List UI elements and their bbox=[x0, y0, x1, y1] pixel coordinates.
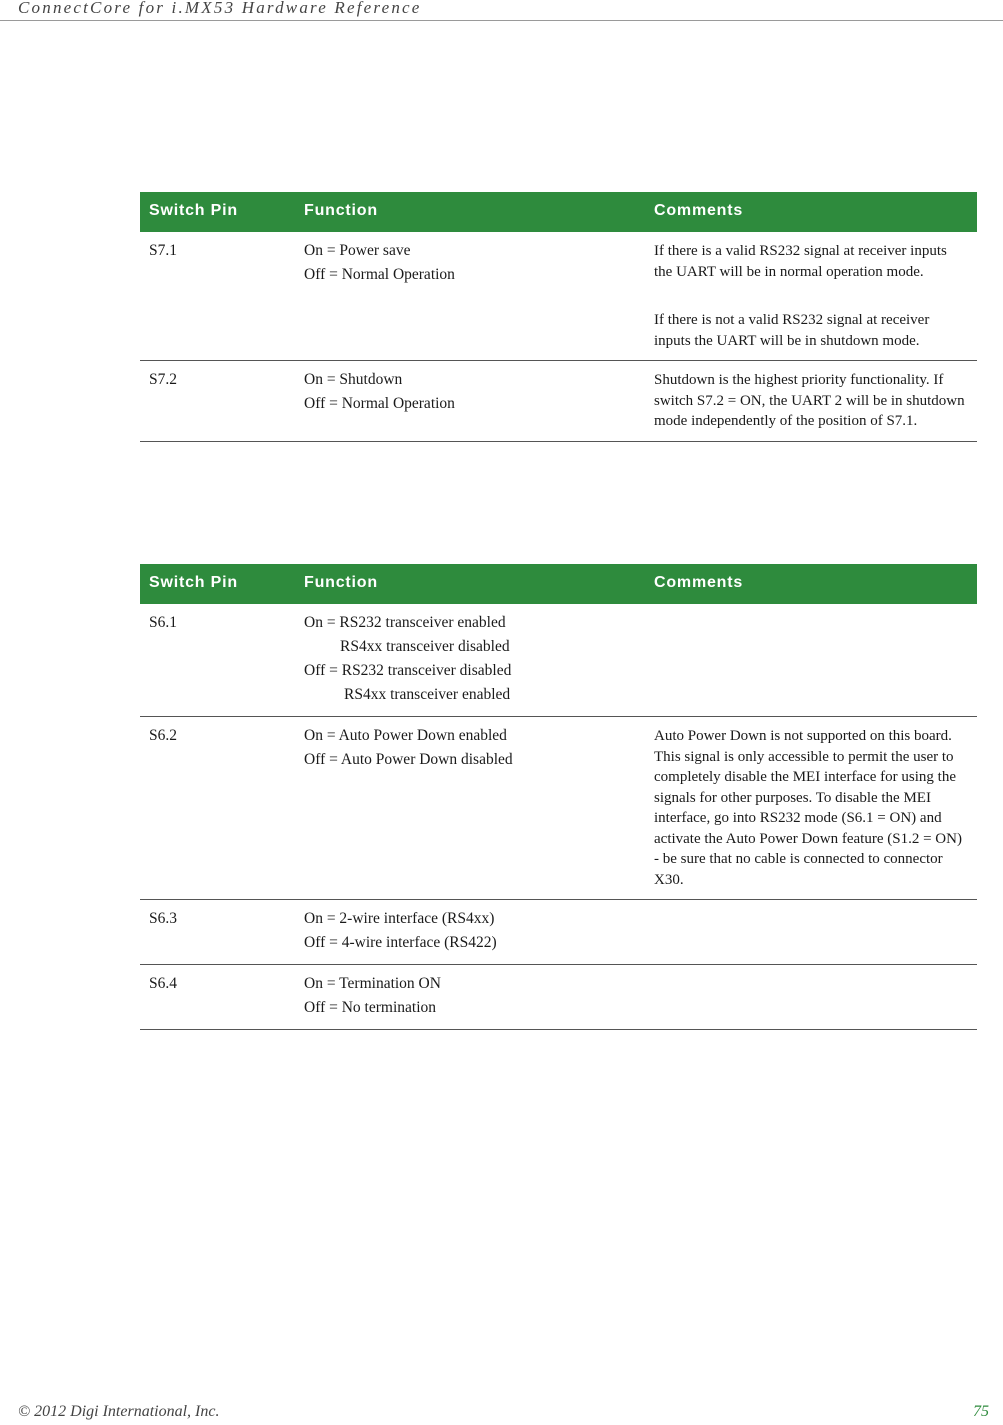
function-cell bbox=[295, 900, 645, 965]
function-cell bbox=[295, 361, 645, 442]
comments-cell bbox=[645, 965, 977, 1030]
page-header-title: ConnectCore for i.MX53 Hardware Reference bbox=[18, 0, 422, 17]
comment-paragraph: Auto Power Down is not supported on this board. This signal is only accessible to permit the user to completely disable the MEI interface for using the signals for other purposes. To disable the MEI interface, go into RS232 mode (S6.1 = ON) and activate the Auto Power Down feature (S1.2 = ON) - be sure that no cable is connected to connector X30. bbox=[654, 728, 962, 888]
comments-cell bbox=[645, 717, 977, 900]
function-line: Off = Normal Operation bbox=[304, 395, 455, 412]
function-line: On = Power save bbox=[304, 242, 411, 259]
switch-pin-cell: S6.2 bbox=[140, 717, 295, 900]
switch-pin-cell: S7.1 bbox=[140, 232, 295, 361]
column-header-comments: Comments bbox=[645, 564, 977, 604]
function-line: RS4xx transceiver enabled bbox=[344, 686, 511, 703]
table-row bbox=[140, 965, 977, 1030]
comments-cell bbox=[645, 232, 977, 361]
switch-s7-table bbox=[140, 192, 977, 442]
comment-paragraph: Shutdown is the highest priority functionality. If switch S7.2 = ON, the UART 2 will be in shutdown mode independently of the position of S7.1. bbox=[654, 372, 965, 429]
function-cell bbox=[295, 232, 645, 361]
comment-paragraph: If there is a valid RS232 signal at receiver inputs the UART will be in normal operation mode. bbox=[654, 243, 947, 280]
comments-cell bbox=[645, 604, 977, 717]
table-row bbox=[140, 361, 977, 442]
switch-pin-cell: S6.4 bbox=[140, 965, 295, 1030]
function-line: On = Termination ON bbox=[304, 975, 441, 992]
function-line: Off = RS232 transceiver disabled bbox=[304, 662, 512, 679]
table-row bbox=[140, 900, 977, 965]
function-line: RS4xx transceiver disabled bbox=[340, 638, 510, 655]
footer-page-number: 75 bbox=[973, 1403, 989, 1420]
function-line: Off = 4-wire interface (RS422) bbox=[304, 934, 497, 951]
function-line: On = 2-wire interface (RS4xx) bbox=[304, 910, 495, 927]
comments-cell bbox=[645, 361, 977, 442]
function-line: Off = Auto Power Down disabled bbox=[304, 751, 513, 768]
column-header-switch-pin: Switch Pin bbox=[140, 192, 295, 232]
switch-pin-cell: S6.1 bbox=[140, 604, 295, 717]
comments-cell bbox=[645, 900, 977, 965]
table-row bbox=[140, 717, 977, 900]
function-cell bbox=[295, 717, 645, 900]
switch-pin-cell: S7.2 bbox=[140, 361, 295, 442]
function-line: Off = No termination bbox=[304, 999, 436, 1016]
function-cell bbox=[295, 965, 645, 1030]
switch-s6-table bbox=[140, 564, 977, 1030]
switch-pin-cell: S6.3 bbox=[140, 900, 295, 965]
header-divider bbox=[0, 20, 1003, 21]
column-header-function: Function bbox=[295, 192, 645, 232]
function-line: Off = Normal Operation bbox=[304, 266, 455, 283]
table-header-row bbox=[140, 192, 977, 232]
function-cell bbox=[295, 604, 645, 717]
function-line: On = Shutdown bbox=[304, 371, 403, 388]
column-header-comments: Comments bbox=[645, 192, 977, 232]
function-line: On = Auto Power Down enabled bbox=[304, 727, 507, 744]
function-line: On = RS232 transceiver enabled bbox=[304, 614, 506, 631]
comment-paragraph: If there is not a valid RS232 signal at receiver inputs the UART will be in shutdown mode. bbox=[654, 312, 930, 349]
table-header-row bbox=[140, 564, 977, 604]
footer-copyright: © 2012 Digi International, Inc. bbox=[18, 1403, 220, 1420]
column-header-function: Function bbox=[295, 564, 645, 604]
table-row bbox=[140, 604, 977, 717]
table-row bbox=[140, 232, 977, 361]
column-header-switch-pin: Switch Pin bbox=[140, 564, 295, 604]
